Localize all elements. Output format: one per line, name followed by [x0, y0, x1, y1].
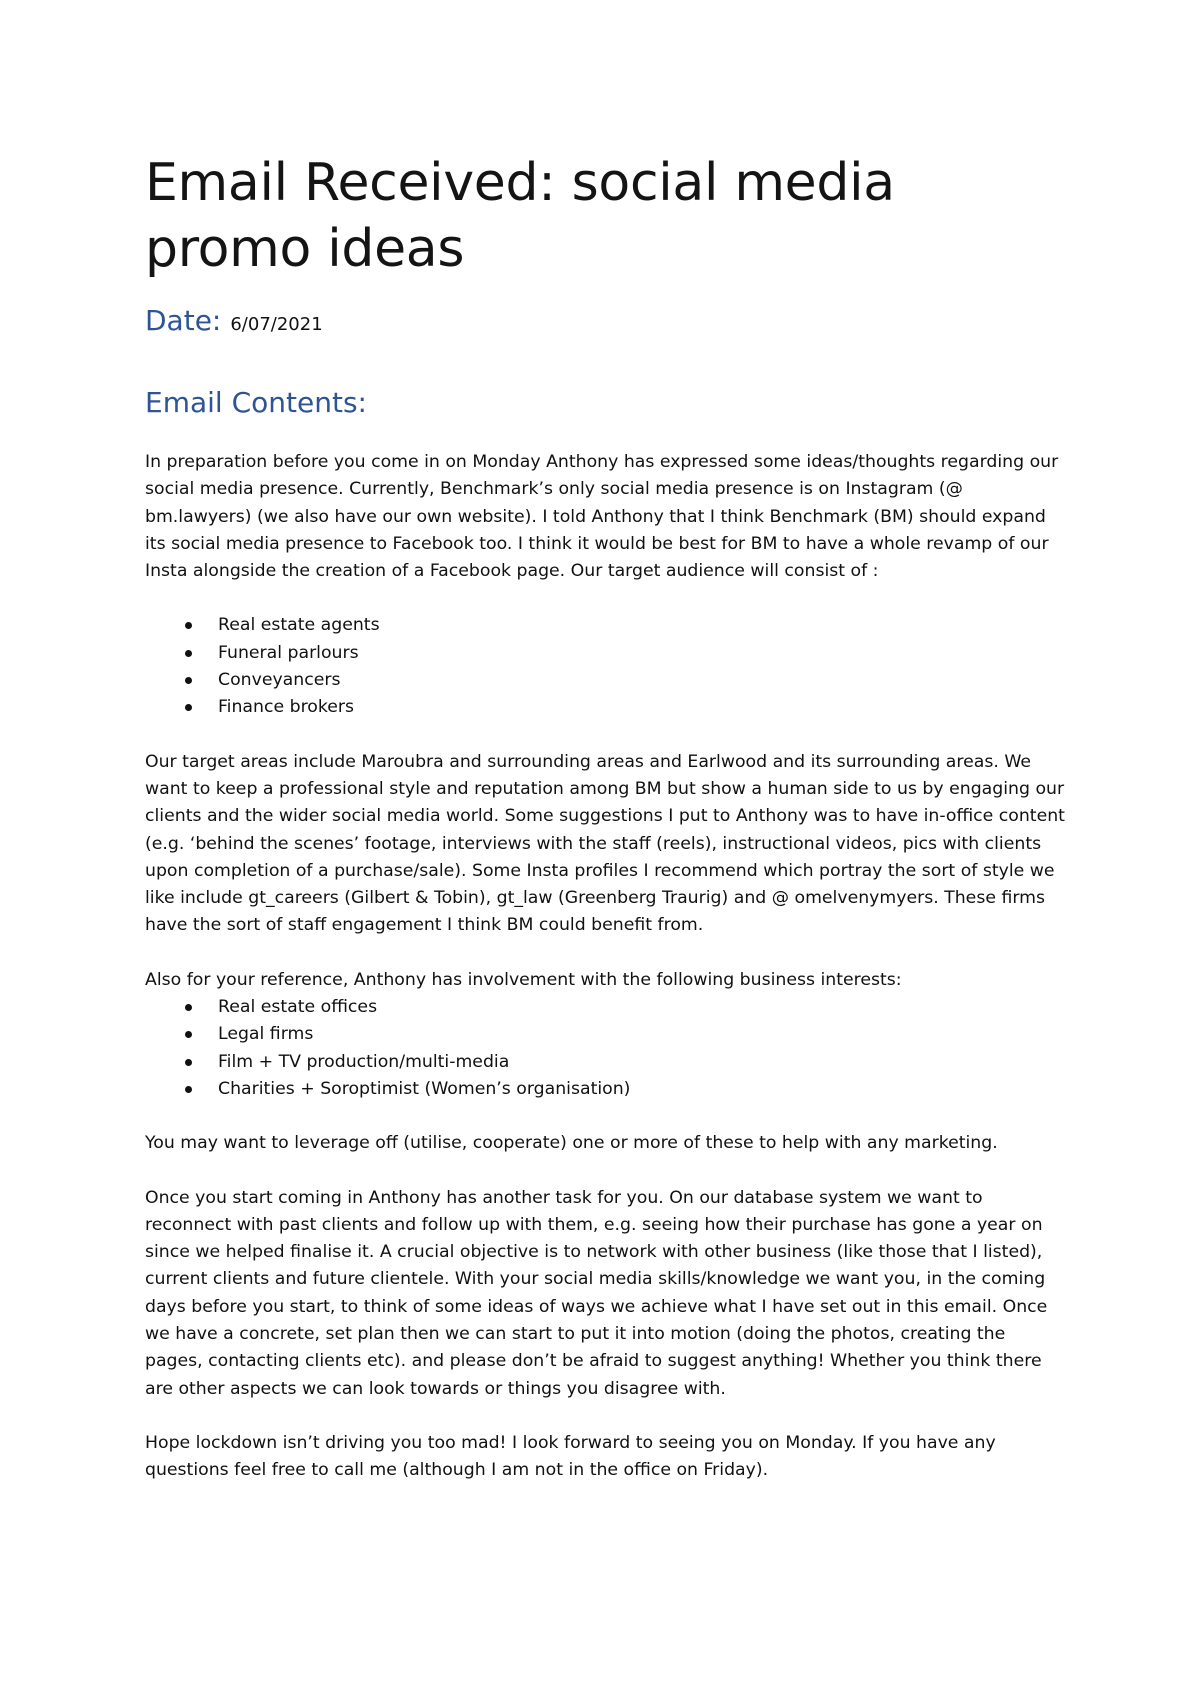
- date-row: [145, 304, 1065, 337]
- paragraph-business-interests-intro: Also for your reference, Anthony has involvement with the following business interests:: [145, 969, 902, 990]
- list-item: Legal firms: [185, 1021, 1065, 1048]
- list-item: Real estate agents: [185, 612, 1065, 639]
- target-audience-list: [145, 612, 1065, 721]
- list-item: Funeral parlours: [185, 640, 1065, 667]
- paragraph-leverage: You may want to leverage off (utilise, cooperate) one or more of these to help with any marketing.: [145, 1133, 998, 1154]
- date-label: Date:: [145, 304, 222, 337]
- date-value: 6/07/2021: [230, 314, 323, 335]
- paragraph-database-task: Once you start coming in Anthony has another task for you. On our database system we want to reconnect with past clients and follow up with them, e.g. seeing how their purchase has gone a year on since we helped finalise it. A crucial objective is to network with other business (like those that I listed), current clients and future clientele. With your social media skills/knowledge we want you, in the coming days before you start, to think of some ideas of ways we achieve what I have set out in this email. Once we have a concrete, set plan then we can start to put it into motion (doing the photos, creating the pages, contacting clients etc). and please don’t be afraid to suggest anything! Whether you think there are other aspects we can look towards or things you disagree with.: [145, 1187, 1048, 1399]
- document-title: Email Received: social media promo ideas: [145, 153, 895, 279]
- list-item: Conveyancers: [185, 667, 1065, 694]
- list-item: Charities + Soroptimist (Women’s organisation): [185, 1076, 1065, 1103]
- business-interests-list: [145, 994, 1065, 1103]
- document-page: [145, 150, 1065, 1485]
- paragraph-intro: In preparation before you come in on Monday Anthony has expressed some ideas/thoughts regarding our social media presence. Currently, Benchmark’s only social media presence is on Instagram (@ bm.lawyers) (we also have our own website). I told Anthony that I think Benchmark (BM) should expand its social media presence to Facebook too. I think it would be best for BM to have a whole revamp of our Insta alongside the creation of a Facebook page. Our target audience will consist of :: [145, 452, 1059, 582]
- list-item: Finance brokers: [185, 694, 1065, 721]
- paragraph-target-areas: Our target areas include Maroubra and surrounding areas and Earlwood and its surrounding areas. We want to keep a professional style and reputation among BM but show a human side to us by engaging our clients and the wider social media world. Some suggestions I put to Anthony was to have in-office content (e.g. ‘behind the scenes’ footage, interviews with the staff (reels), instructional videos, pics with clients upon completion of a purchase/sale). Some Insta profiles I recommend which portray the sort of style we like include gt_careers (Gilbert & Tobin), gt_law (Greenberg Traurig) and @ omelvenymyers. These firms have the sort of staff engagement I think BM could benefit from.: [145, 751, 1065, 936]
- email-contents-heading: Email Contents:: [145, 386, 367, 419]
- paragraph-closing: Hope lockdown isn’t driving you too mad! I look forward to seeing you on Monday. If you have any questions feel free to call me (although I am not in the office on Friday).: [145, 1432, 996, 1481]
- list-item: Real estate offices: [185, 994, 1065, 1021]
- list-item: Film + TV production/multi-media: [185, 1049, 1065, 1076]
